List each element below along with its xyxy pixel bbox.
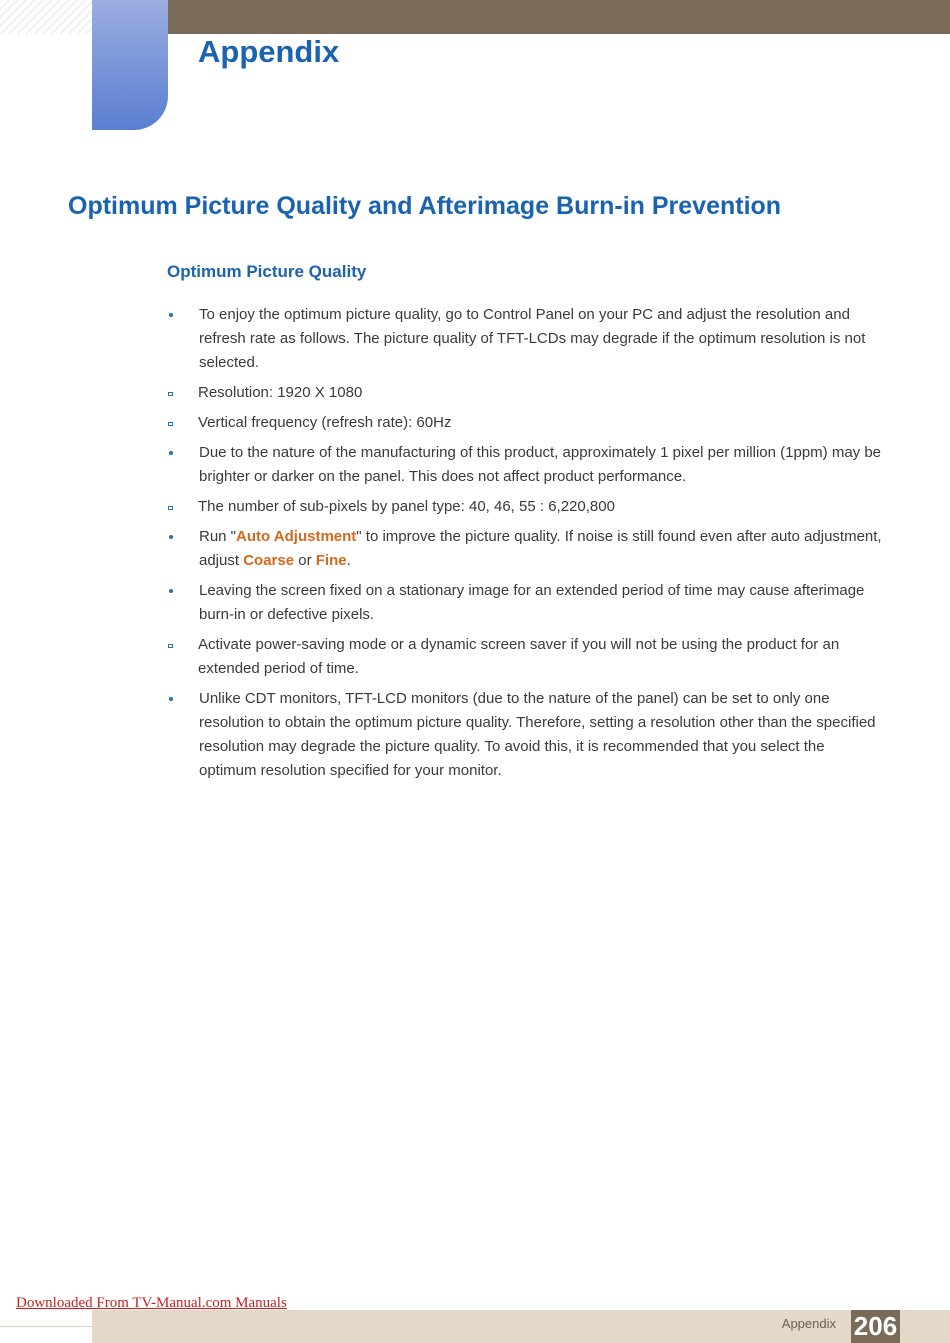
sub-list-item-text: The number of sub-pixels by panel type: 40, 46, 55 : 6,220,800 bbox=[198, 498, 615, 515]
bullet-dot-icon bbox=[169, 697, 173, 701]
list-item-text: To enjoy the optimum picture quality, go to Control Panel on your PC and adjust the resolution and refresh rate as follows. The picture quality of TFT-LCDs may degrade if the optimum resolution is not selected. bbox=[199, 306, 866, 371]
list-item-text-prefix: Run " bbox=[199, 528, 237, 545]
section-title: Optimum Picture Quality and Afterimage Burn-in Prevention bbox=[68, 192, 782, 220]
square-bullet-icon bbox=[168, 506, 173, 510]
sub-list-item-text: Resolution: 1920 X 1080 bbox=[198, 384, 363, 401]
list-item-text-middle: " to improve the picture quality. If noise is still found even after auto adjustment, adjust bbox=[199, 528, 882, 569]
bullet-dot-icon bbox=[169, 451, 173, 455]
list-item-text-end: . bbox=[346, 552, 351, 569]
footer-divider bbox=[0, 1326, 92, 1327]
header-hatch-decoration bbox=[0, 0, 92, 34]
list-item-text: Unlike CDT monitors, TFT-LCD monitors (due to the nature of the panel) can be set to only one resolution to obtain the optimum picture quality. Therefore, setting a resolution other than the specified resolution may degrade the picture quality. To avoid this, it is recommended that you select the optimum resolution specified for your monitor. bbox=[199, 690, 876, 779]
bullet-list bbox=[167, 303, 882, 789]
square-bullet-icon bbox=[168, 644, 173, 648]
list-item bbox=[167, 687, 882, 783]
sub-list-item-text: Activate power-saving mode or a dynamic screen saver if you will not be using the product for an extended period of time. bbox=[198, 636, 840, 677]
footer-chapter-label: Appendix bbox=[781, 1316, 836, 1331]
sub-list-item-text: Vertical frequency (refresh rate): 60Hz bbox=[198, 414, 452, 431]
bullet-dot-icon bbox=[169, 589, 173, 593]
list-item bbox=[167, 525, 882, 573]
sub-list-item bbox=[135, 495, 882, 519]
auto-adjustment-highlight: Auto Adjustment bbox=[236, 528, 357, 545]
download-source-link[interactable]: Downloaded From TV-Manual.com Manuals bbox=[16, 1295, 287, 1311]
list-item bbox=[167, 579, 882, 627]
square-bullet-icon bbox=[168, 392, 173, 396]
list-item bbox=[167, 303, 882, 375]
coarse-highlight: Coarse bbox=[243, 552, 295, 569]
sub-list-item bbox=[135, 411, 882, 435]
bullet-dot-icon bbox=[169, 313, 173, 317]
fine-highlight: Fine bbox=[315, 552, 347, 569]
chapter-tab-decoration bbox=[92, 0, 168, 130]
bullet-dot-icon bbox=[169, 535, 173, 539]
list-item-text: Due to the nature of the manufacturing of this product, approximately 1 pixel per million (1ppm) may be brighter or darker on the panel. This does not affect product performance. bbox=[199, 444, 882, 485]
list-item bbox=[167, 441, 882, 489]
sub-list-item bbox=[135, 381, 882, 405]
chapter-title: Appendix bbox=[198, 34, 340, 69]
square-bullet-icon bbox=[168, 422, 173, 426]
sub-list-item bbox=[135, 633, 882, 681]
subsection-title: Optimum Picture Quality bbox=[167, 262, 367, 281]
list-item-text-or: or bbox=[294, 552, 316, 569]
page-number: 206 bbox=[851, 1310, 900, 1343]
list-item-text: Leaving the screen fixed on a stationary image for an extended period of time may cause afterimage burn-in or defective pixels. bbox=[199, 582, 865, 623]
